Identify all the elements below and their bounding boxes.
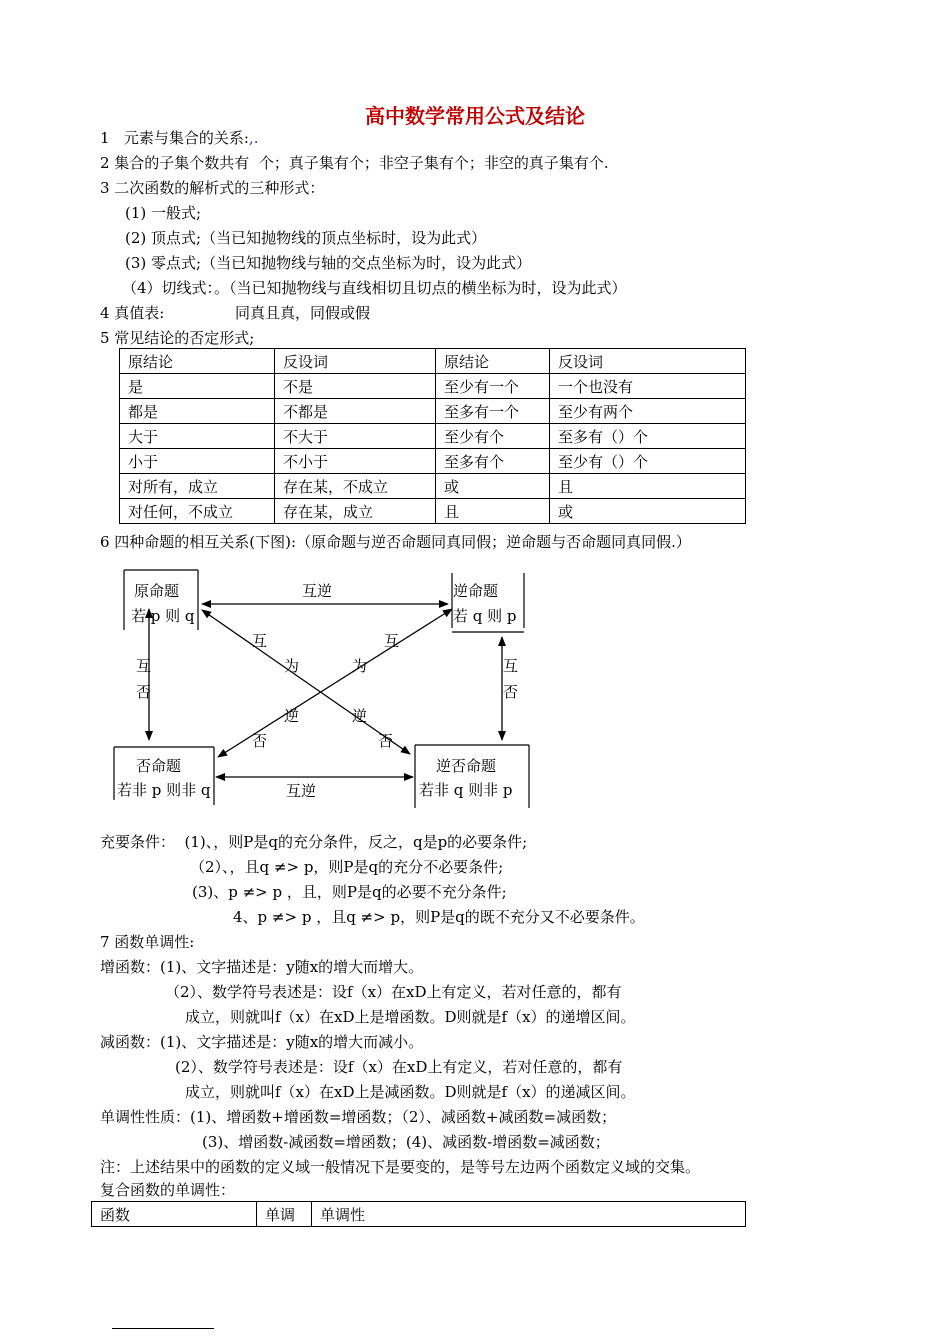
table-cell: 不小于	[275, 449, 436, 474]
table-cell: 且	[550, 474, 746, 499]
negation-table	[119, 348, 746, 524]
table-row	[92, 1202, 746, 1227]
cross-label-2-char-4: 否	[378, 732, 394, 750]
right-label-char-2: 否	[503, 683, 519, 701]
table-cell: 一个也没有	[550, 374, 746, 399]
table-row	[120, 424, 746, 449]
table-row	[120, 499, 746, 524]
left-label-char-2: 否	[136, 683, 152, 701]
inverse-title: 否命题	[136, 757, 182, 775]
table-cell: 单调性	[312, 1202, 746, 1227]
table-cell: 存在某，成立	[275, 499, 436, 524]
page-title: 高中数学常用公式及结论	[365, 104, 585, 128]
four-propositions-diagram	[0, 555, 950, 815]
cross-label-2-char-2: 为	[352, 657, 368, 675]
table-cell: 对任何，不成立	[120, 499, 275, 524]
table-row	[120, 474, 746, 499]
condition-line-1: （2）、，且q ≠> p，则P是q的充分不必要条件;	[190, 858, 504, 876]
item-1-text: 元素与集合的关系:	[123, 129, 249, 147]
table-cell: 小于	[120, 449, 275, 474]
top-converse-label: 互逆	[302, 582, 333, 600]
item-6: 6 四种命题的相互关系(下图):（原命题与逆否命题同真同假；逆命题与否命题同真同假.）	[100, 533, 691, 551]
condition-line-2: (3)、p ≠> p ，且，则P是q的必要不充分条件;	[192, 883, 507, 901]
item-3-3: (3) 零点式;（当已知抛物线与轴的交点坐标为时，设为此式）	[125, 254, 532, 272]
decreasing-def-1: 减函数：(1)、文字描述是：y随x的增大而减小。	[100, 1033, 424, 1051]
table-cell: 或	[436, 474, 550, 499]
decreasing-def-2: (2）、数学符号表述是：设f（x）在xD上有定义，若对任意的，都有	[175, 1058, 623, 1076]
table-cell: 不是	[275, 374, 436, 399]
item-3-4: （4）切线式：。（当已知抛物线与直线相切且切点的横坐标为时，设为此式）	[122, 279, 627, 297]
table-cell: 至少有一个	[436, 374, 550, 399]
original-sub: 若 p 则 q	[131, 607, 195, 625]
table-row	[120, 349, 746, 374]
table-cell: 原结论	[120, 349, 275, 374]
original-title: 原命题	[134, 582, 180, 600]
table-cell: 或	[550, 499, 746, 524]
note-line: 注：上述结果中的函数的定义域一般情况下是要变的，是等号左边两个函数定义域的交集。	[100, 1158, 701, 1176]
cross-label-1-char-4: 否	[252, 732, 268, 750]
table-cell: 对所有，成立	[120, 474, 275, 499]
table-row	[120, 374, 746, 399]
cross-label-2-char-1: 互	[384, 632, 400, 650]
increasing-def-1: 增函数：(1)、文字描述是：y随x的增大而增大。	[100, 958, 424, 976]
table-cell: 至少有个	[436, 424, 550, 449]
table-cell: 至多有一个	[436, 399, 550, 424]
bottom-converse-label: 互逆	[286, 782, 317, 800]
table-cell: 都是	[120, 399, 275, 424]
left-label-char-1: 互	[136, 657, 152, 675]
decreasing-def-3: 成立，则就叫f（x）在xD上是减函数。D则就是f（x）的递减区间。	[185, 1083, 636, 1101]
cross-label-1-char-1: 互	[252, 632, 268, 650]
item-2: 2 集合的子集个数共有 个；真子集有个；非空子集有个；非空的真子集有个.	[100, 154, 609, 172]
right-label-char-1: 互	[503, 657, 519, 675]
item-1-number: 1	[100, 129, 110, 147]
table-cell: 至少有（）个	[550, 449, 746, 474]
composite-table	[91, 1201, 746, 1227]
item-1-symbol: ,.	[248, 129, 259, 147]
item-5: 5 常见结论的否定形式;	[100, 329, 255, 347]
item-4-text: 同真且真，同假或假	[235, 304, 371, 322]
footnote-separator	[112, 1328, 214, 1329]
table-cell: 反设词	[550, 349, 746, 374]
table-cell: 单调	[257, 1202, 312, 1227]
cross-label-1-char-3: 逆	[284, 707, 300, 725]
increasing-def-2: （2）、数学符号表述是：设f（x）在xD上有定义，若对任意的，都有	[165, 983, 622, 1001]
item-1	[100, 128, 258, 148]
table-cell: 存在某，不成立	[275, 474, 436, 499]
table-row	[120, 399, 746, 424]
table-cell: 函数	[92, 1202, 257, 1227]
table-cell: 至多有（）个	[550, 424, 746, 449]
item-4-label: 4 真值表:	[100, 304, 165, 322]
item-3-1: (1) 一般式;	[125, 204, 202, 222]
condition-line-0: 充要条件： (1)、，则P是q的充分条件，反之，q是p的必要条件;	[100, 833, 528, 851]
item-3-2: (2) 顶点式;（当已知抛物线的顶点坐标时，设为此式）	[125, 229, 487, 247]
table-cell: 反设词	[275, 349, 436, 374]
table-cell: 且	[436, 499, 550, 524]
table-cell: 至少有两个	[550, 399, 746, 424]
contrapositive-sub: 若非 q 则非 p	[419, 781, 513, 799]
inverse-sub: 若非 p 则非 q	[117, 781, 211, 799]
table-row	[120, 449, 746, 474]
composite-heading: 复合函数的单调性：	[100, 1181, 236, 1199]
monotonic-property-1: 单调性性质：(1)、增函数+增函数=增函数；（2）、减函数+减函数=减函数；	[100, 1108, 617, 1126]
table-cell: 至多有个	[436, 449, 550, 474]
converse-title: 逆命题	[453, 582, 499, 600]
table-cell: 不都是	[275, 399, 436, 424]
table-cell: 是	[120, 374, 275, 399]
cross-label-1-char-2: 为	[284, 657, 300, 675]
increasing-def-3: 成立，则就叫f（x）在xD上是增函数。D则就是f（x）的递增区间。	[185, 1008, 636, 1026]
item-7: 7 函数单调性:	[100, 933, 195, 951]
condition-line-3: 4、p ≠> p ，且q ≠> p，则P是q的既不充分又不必要条件。	[233, 908, 645, 926]
table-cell: 不大于	[275, 424, 436, 449]
converse-sub: 若 q 则 p	[453, 607, 517, 625]
contrapositive-title: 逆否命题	[436, 757, 497, 775]
table-cell: 原结论	[436, 349, 550, 374]
monotonic-property-2: (3)、增函数-减函数=增函数；(4)、减函数-增函数=减函数；	[202, 1133, 610, 1151]
table-cell: 大于	[120, 424, 275, 449]
cross-label-2-char-3: 逆	[352, 707, 368, 725]
item-3: 3 二次函数的解析式的三种形式：	[100, 179, 325, 197]
